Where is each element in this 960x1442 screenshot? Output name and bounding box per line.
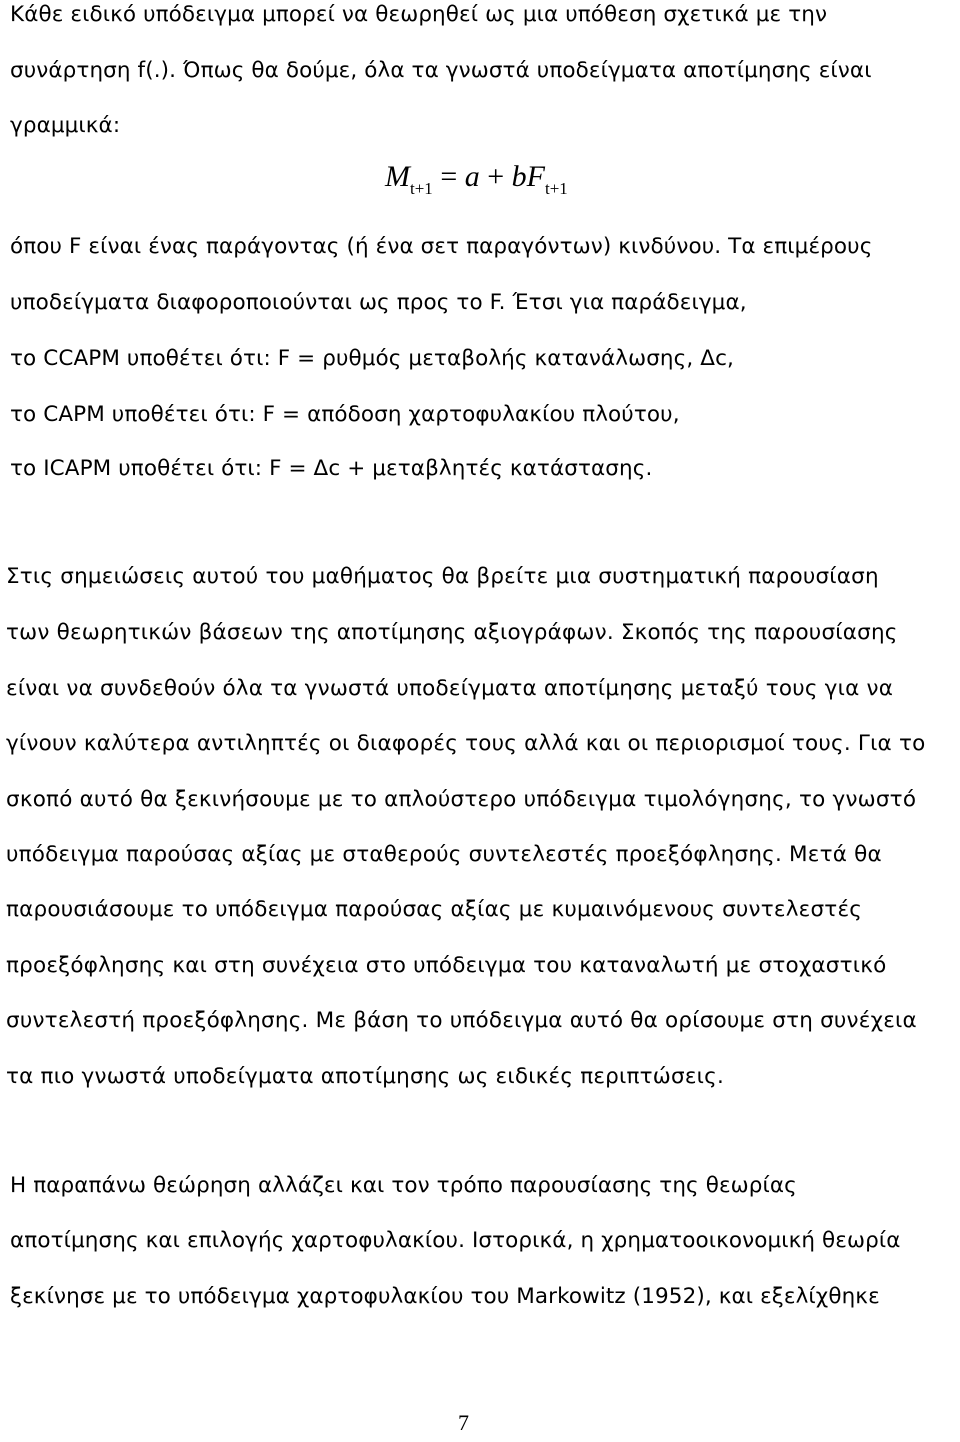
paragraph-3-line-7: παρουσιάσουμε το υπόδειγμα παρούσας αξίας με κυμαινόμενους συντελεστές — [6, 897, 863, 922]
delta-symbol: Δ — [313, 456, 329, 481]
icapm-text: το ICAPM υποθέτει ότι: F = — [10, 456, 314, 481]
paragraph-3-line-9: συντελεστή προεξόφλησης. Με βάση το υπόδειγμα αυτό θα ορίσουμε στη συνέχεια — [6, 1008, 917, 1033]
page-number: 7 — [458, 1410, 469, 1435]
icapm-text-end: c + μεταβλητές κατάστασης. — [328, 456, 653, 481]
paragraph-4-line-2: αποτίμησης και επιλογής χαρτοφυλακίου. Ιστορικά, η χρηματοοικονομική θεωρία — [10, 1228, 901, 1253]
paragraph-2-line-5 — [10, 456, 652, 481]
equation-sub-2: t+1 — [544, 179, 568, 198]
paragraph-3-line-4: γίνουν καλύτερα αντιληπτές οι διαφορές τους αλλά και οι περιορισμοί τους. Για το — [6, 731, 926, 756]
equation-a: a — [464, 160, 480, 193]
paragraph-3-line-3: είναι να συνδεθούν όλα τα γνωστά υποδείγματα αποτίμησης μεταξύ τους για να — [6, 676, 894, 701]
equation-bF: bF — [511, 160, 545, 193]
paragraph-1-line-2: συνάρτηση f(.). Όπως θα δούμε, όλα τα γνωστά υποδείγματα αποτίμησης είναι — [10, 58, 872, 83]
equation — [385, 160, 568, 199]
paragraph-3-line-6: υπόδειγμα παρούσας αξίας με σταθερούς συντελεστές προεξόφλησης. Μετά θα — [6, 842, 882, 867]
ccapm-text: το CCAPM υποθέτει ότι: F = ρυθμός μεταβολής κατανάλωσης, — [10, 346, 701, 371]
paragraph-3-line-5: σκοπό αυτό θα ξεκινήσουμε με το απλούστερο υπόδειγμα τιμολόγησης, το γνωστό — [6, 787, 917, 812]
paragraph-3-line-1: Στις σημειώσεις αυτού του μαθήματος θα βρείτε μια συστηματική παρουσίαση — [6, 564, 879, 589]
paragraph-4-line-3: ξεκίνησε με το υπόδειγμα χαρτοφυλακίου του Markowitz (1952), και εξελίχθηκε — [10, 1284, 880, 1309]
equation-plus: + — [479, 160, 512, 193]
equation-M: M — [385, 160, 410, 193]
ccapm-text-end: c, — [715, 346, 734, 371]
equation-sub-1: t+1 — [410, 179, 433, 198]
paragraph-3-line-8: προεξόφλησης και στη συνέχεια στο υπόδειγμα του καταναλωτή με στοχαστικό — [6, 953, 887, 978]
equation-equals: = — [432, 160, 465, 193]
paragraph-1-line-1: Κάθε ειδικό υπόδειγμα μπορεί να θεωρηθεί ως μια υπόθεση σχετικά με την — [10, 2, 828, 27]
paragraph-2-line-1: όπου F είναι ένας παράγοντας (ή ένα σετ παραγόντων) κινδύνου. Τα επιμέρους — [10, 234, 873, 259]
paragraph-4-line-1: Η παραπάνω θεώρηση αλλάζει και τον τρόπο παρουσίασης της θεωρίας — [10, 1173, 797, 1198]
paragraph-2-line-3 — [10, 346, 734, 371]
delta-symbol: Δ — [700, 346, 716, 371]
paragraph-3-line-10: τα πιο γνωστά υποδείγματα αποτίμησης ως ειδικές περιπτώσεις. — [6, 1064, 724, 1089]
paragraph-2-line-2: υποδείγματα διαφοροποιούνται ως προς το F. Έτσι για παράδειγμα, — [10, 290, 747, 315]
paragraph-2-line-4: το CAPM υποθέτει ότι: F = απόδοση χαρτοφυλακίου πλούτου, — [10, 402, 680, 427]
paragraph-1-line-3: γραμμικά: — [10, 113, 121, 138]
paragraph-3-line-2: των θεωρητικών βάσεων της αποτίμησης αξιογράφων. Σκοπός της παρουσίασης — [6, 620, 898, 645]
